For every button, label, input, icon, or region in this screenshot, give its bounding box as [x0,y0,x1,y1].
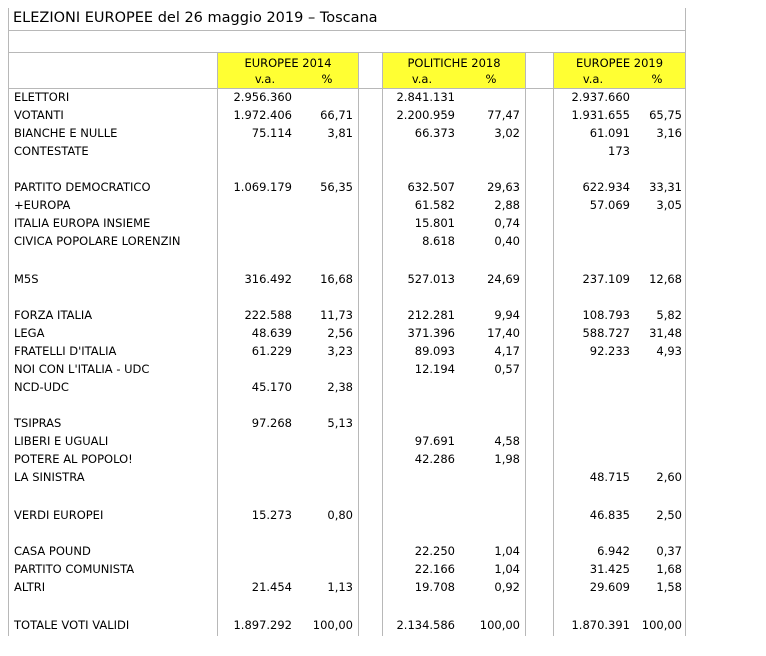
cell-pct-2019: 1,68 [656,562,682,576]
cell-va-2019: 92.233 [589,344,630,358]
cell-va-2019: 622.934 [582,180,630,194]
cell-va-2018: 19.708 [414,580,455,594]
cell-pct-2019: 33,31 [649,180,682,194]
cell-va-2014: 222.588 [244,308,292,322]
cell-va-2014: 316.492 [244,272,292,286]
row-label: FRATELLI D'ITALIA [14,344,117,358]
cell-pct-2018: 77,47 [487,108,520,122]
cell-pct-2014: 2,38 [327,380,353,394]
cell-va-2018: 97.691 [414,434,455,448]
cell-va-2019: 588.727 [582,326,630,340]
grid-line [553,52,554,636]
grid-line [8,30,686,31]
grid-line [8,88,686,89]
cell-pct-2018: 0,92 [494,580,520,594]
cell-va-2018: 89.093 [414,344,455,358]
cell-pct-2018: 1,98 [494,452,520,466]
cell-va-2019: 173 [608,144,630,158]
cell-va-2019: 108.793 [582,308,630,322]
cell-va-2019: 29.609 [589,580,630,594]
row-label: +EUROPA [14,198,71,212]
cell-pct-2018: 0,57 [494,362,520,376]
header-politiche-2018: POLITICHE 2018 [407,56,501,70]
cell-va-2014: 2.956.360 [233,90,292,104]
cell-pct-2014: 16,68 [320,272,353,286]
cell-pct-2018: 100,00 [479,618,520,632]
row-label: ALTRI [14,580,46,594]
row-label: NCD-UDC [14,380,69,394]
row-label: TOTALE VOTI VALIDI [14,618,130,632]
cell-va-2014: 61.229 [251,344,292,358]
cell-pct-2014: 1,13 [327,580,353,594]
cell-pct-2019: 2,60 [656,470,682,484]
cell-pct-2018: 0,74 [494,216,520,230]
header-va-2018: v.a. [411,72,433,86]
cell-pct-2018: 24,69 [487,272,520,286]
cell-va-2014: 48.639 [251,326,292,340]
cell-pct-2019: 5,82 [656,308,682,322]
header-pct-2018: % [485,72,497,86]
cell-va-2018: 2.200.959 [396,108,455,122]
row-label: CONTESTATE [14,144,89,158]
cell-va-2018: 527.013 [407,272,455,286]
cell-pct-2019: 31,48 [649,326,682,340]
cell-va-2019: 1.870.391 [571,618,630,632]
cell-pct-2014: 5,13 [327,416,353,430]
cell-va-2018: 22.250 [414,544,455,558]
row-label: M5S [14,272,39,286]
grid-line [382,52,383,636]
cell-va-2019: 237.109 [582,272,630,286]
cell-pct-2019: 12,68 [649,272,682,286]
cell-pct-2018: 2,88 [494,198,520,212]
row-label: BIANCHE E NULLE [14,126,118,140]
cell-va-2019: 6.942 [597,544,630,558]
row-label: PARTITO DEMOCRATICO [14,180,151,194]
header-europee-2019: EUROPEE 2019 [575,56,664,70]
row-label: ITALIA EUROPA INSIEME [14,216,151,230]
cell-va-2018: 15.801 [414,216,455,230]
cell-pct-2014: 100,00 [312,618,353,632]
cell-va-2018: 22.166 [414,562,455,576]
cell-pct-2014: 3,23 [327,344,353,358]
cell-pct-2019: 1,58 [656,580,682,594]
cell-pct-2014: 3,81 [327,126,353,140]
cell-va-2018: 8.618 [422,234,455,248]
page-title: ELEZIONI EUROPEE del 26 maggio 2019 – Toscana [13,10,378,26]
cell-va-2018: 42.286 [414,452,455,466]
cell-va-2014: 75.114 [251,126,292,140]
row-label: FORZA ITALIA [14,308,93,322]
row-label: CIVICA POPOLARE LORENZIN [14,234,181,248]
row-label: PARTITO COMUNISTA [14,562,135,576]
header-pct-2019: % [651,72,663,86]
row-label: TSIPRAS [14,416,62,430]
header-europee-2014: EUROPEE 2014 [244,56,332,70]
cell-va-2014: 1.972.406 [233,108,292,122]
cell-pct-2019: 100,00 [641,618,682,632]
cell-pct-2019: 2,50 [656,508,682,522]
cell-pct-2018: 3,02 [494,126,520,140]
row-label: LIBERI E UGUALI [14,434,109,448]
cell-va-2019: 57.069 [589,198,630,212]
header-pct-2014: % [321,72,333,86]
row-label: CASA POUND [14,544,91,558]
cell-va-2014: 1.897.292 [233,618,292,632]
cell-va-2014: 1.069.179 [233,180,292,194]
grid-line [358,52,359,636]
row-label: NOI CON L'ITALIA - UDC [14,362,150,376]
cell-pct-2014: 11,73 [320,308,353,322]
cell-pct-2014: 66,71 [320,108,353,122]
cell-va-2019: 31.425 [589,562,630,576]
cell-va-2018: 212.281 [407,308,455,322]
cell-va-2018: 61.582 [414,198,455,212]
cell-pct-2018: 4,58 [494,434,520,448]
row-label: VOTANTI [14,108,64,122]
row-label: POTERE AL POPOLO! [14,452,133,466]
cell-pct-2018: 29,63 [487,180,520,194]
header-va-2019: v.a. [582,72,604,86]
cell-va-2019: 1.931.655 [571,108,630,122]
cell-va-2014: 21.454 [251,580,292,594]
cell-pct-2018: 4,17 [494,344,520,358]
cell-va-2014: 45.170 [251,380,292,394]
cell-pct-2018: 9,94 [494,308,520,322]
header-va-2014: v.a. [254,72,276,86]
row-label: LA SINISTRA [14,470,85,484]
cell-va-2018: 2.134.586 [396,618,455,632]
cell-va-2018: 371.396 [407,326,455,340]
cell-pct-2018: 17,40 [487,326,520,340]
cell-pct-2018: 1,04 [494,544,520,558]
row-label: ELETTORI [14,90,70,104]
cell-pct-2018: 0,40 [494,234,520,248]
cell-pct-2014: 0,80 [327,508,353,522]
cell-pct-2019: 3,05 [656,198,682,212]
cell-pct-2014: 56,35 [320,180,353,194]
grid-line [8,8,9,636]
grid-line [685,8,686,636]
cell-va-2019: 61.091 [589,126,630,140]
cell-pct-2019: 3,16 [656,126,682,140]
cell-va-2014: 97.268 [251,416,292,430]
cell-pct-2019: 4,93 [656,344,682,358]
cell-va-2018: 2.841.131 [396,90,455,104]
cell-va-2014: 15.273 [251,508,292,522]
cell-va-2018: 12.194 [414,362,455,376]
cell-va-2019: 48.715 [589,470,630,484]
row-label: LEGA [14,326,45,340]
cell-pct-2019: 0,37 [656,544,682,558]
cell-pct-2019: 65,75 [649,108,682,122]
cell-pct-2018: 1,04 [494,562,520,576]
cell-va-2018: 632.507 [407,180,455,194]
cell-va-2019: 46.835 [589,508,630,522]
cell-pct-2014: 2,56 [327,326,353,340]
cell-va-2018: 66.373 [414,126,455,140]
row-label: VERDI EUROPEI [14,508,104,522]
grid-line [217,52,218,636]
cell-va-2019: 2.937.660 [571,90,630,104]
grid-line [525,52,526,636]
